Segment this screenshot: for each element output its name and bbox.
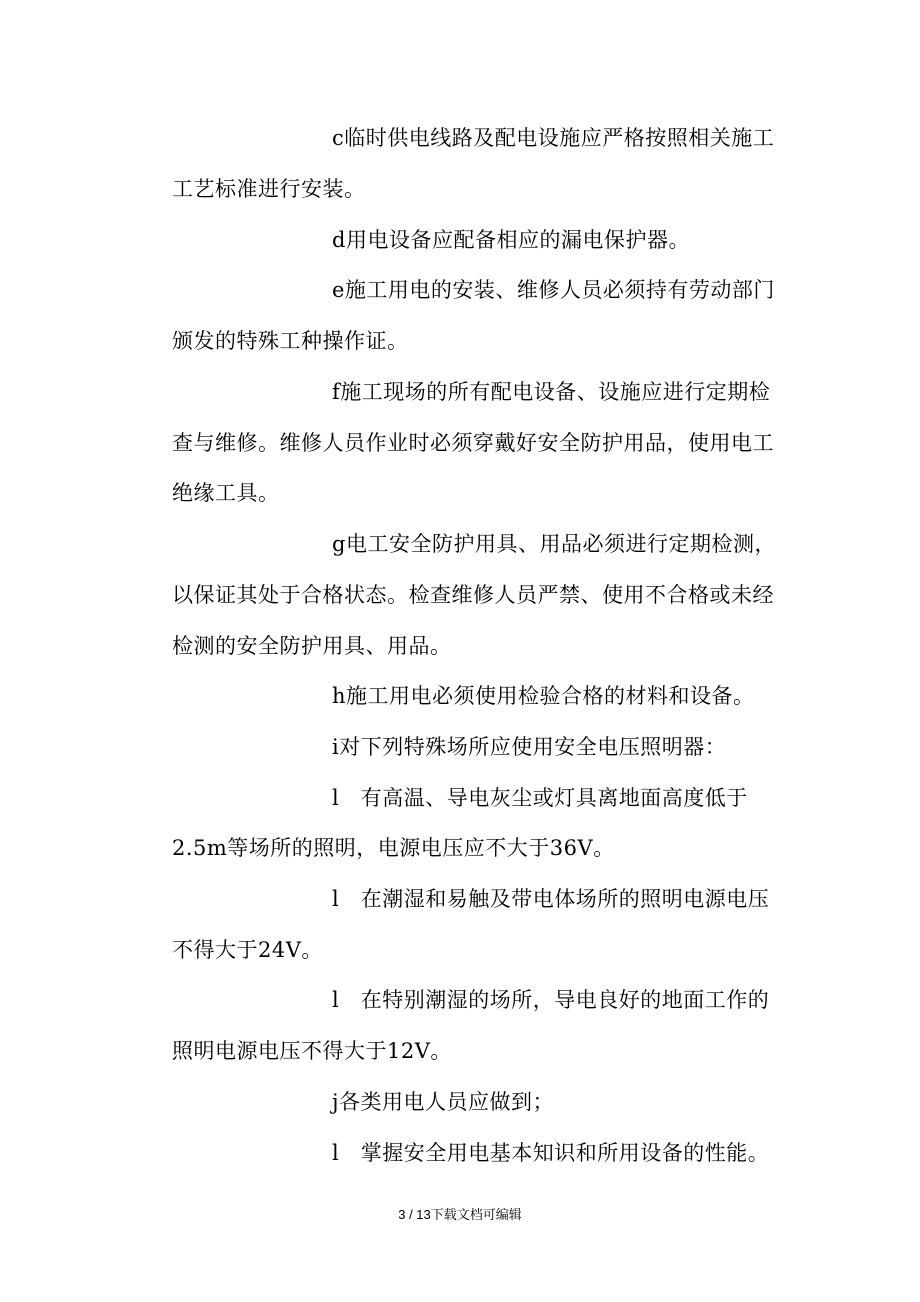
text-line: d用电设备应配备相应的漏电保护器。 xyxy=(332,228,690,252)
text-line: 不得大于24V。 xyxy=(172,938,323,962)
list-item: l 有高温、导电灰尘或灯具离地面高度低于 xyxy=(332,786,748,810)
text-line: 以保证其处于合格状态。检查维修人员严禁、使用不合格或未经 xyxy=(172,583,774,607)
list-item: l 在特别潮湿的场所，导电良好的地面工作的 xyxy=(332,988,770,1012)
text-line: 检测的安全防护用具、用品。 xyxy=(172,634,452,658)
page-footer: 3 / 13下载文档可编辑 xyxy=(398,1207,522,1222)
text-line: g电工安全防护用具、用品必须进行定期检测， xyxy=(332,532,776,556)
text-line: c临时供电线路及配电设施应严格按照相关施工 xyxy=(332,126,775,150)
text-line: h施工用电必须使用检验合格的材料和设备。 xyxy=(332,684,755,708)
text-line: f施工现场的所有配电设备、设施应进行定期检 xyxy=(332,380,771,404)
text-line: j各类用电人员应做到； xyxy=(332,1090,555,1114)
text-line: e施工用电的安装、维修人员必须持有劳动部门 xyxy=(332,278,775,302)
list-item: l 在潮湿和易触及带电体场所的照明电源电压 xyxy=(332,887,770,911)
text-line: i对下列特殊场所应使用安全电压照明器： xyxy=(332,735,727,759)
text-line: 颁发的特殊工种操作证。 xyxy=(172,329,409,353)
text-line: 2.5m等场所的照明，电源电压应不大于36V。 xyxy=(172,836,615,860)
text-line: 工艺标准进行安装。 xyxy=(172,177,366,201)
text-line: 绝缘工具。 xyxy=(172,481,280,505)
text-line: 照明电源电压不得大于12V。 xyxy=(172,1039,452,1063)
list-item: l 掌握安全用电基本知识和所用设备的性能。 xyxy=(332,1141,770,1165)
text-line: 查与维修。维修人员作业时必须穿戴好安全防护用品，使用电工 xyxy=(172,431,774,455)
